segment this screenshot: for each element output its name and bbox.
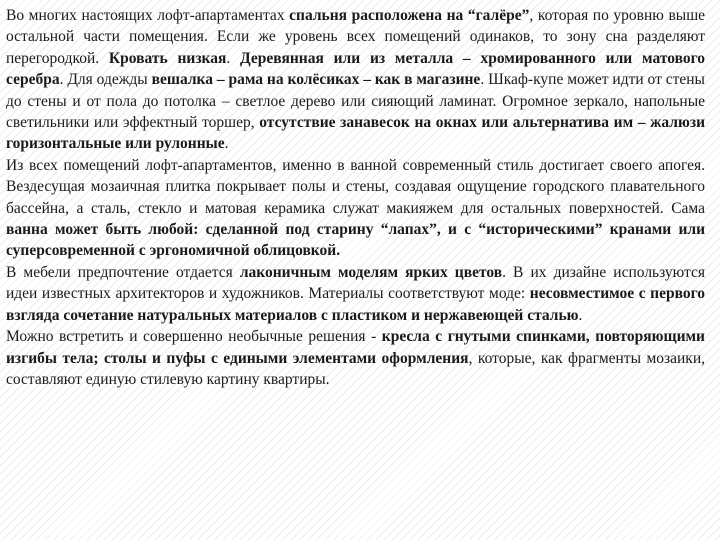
text-segment-bold: отсутствие занавесок на окнах или альтернатива им – жалюзи горизонтальные или рулонные: [6, 114, 705, 153]
text-segment: .: [578, 306, 583, 324]
document-body: [6, 5, 705, 390]
text-segment: , которые, как фрагменты мозаики, составляют единую стилевую картину квартиры.: [6, 349, 705, 388]
text-segment: В мебели предпочтение отдается: [6, 263, 240, 281]
text-segment: . Шкаф-купе может идти от стены до стены и от пола до потолка – светлое дерево или сияющий ламинат. Огромное зеркало, напольные светильники или эффектный торшер,: [6, 71, 705, 132]
paragraph-bedroom: [6, 5, 705, 155]
text-segment: Можно встретить и совершенно необычные решения -: [6, 328, 382, 346]
text-segment: .: [226, 49, 241, 67]
text-segment-bold: вешалка – рама на колёсиках – как в магазине: [151, 71, 481, 89]
text-segment-bold: Кровать низкая: [108, 49, 227, 67]
text-segment-bold: кресла с гнутыми спинками, повторяющими изгибы тела; столы и пуфы с едиными элементами оформления: [6, 328, 705, 367]
text-segment: . В их дизайне используются идеи известных архитекторов и художников. Материалы соответствуют моде:: [6, 263, 706, 303]
text-segment: .: [224, 135, 229, 153]
paragraph-unusual-solutions: [6, 326, 705, 390]
text-segment-bold: ванна может быть любой: сделанной под старину “лапах”, и с “историческими” кранами или суперсовременной с эргономичной облицовкой.: [6, 221, 705, 260]
text-segment: . Для одежды: [59, 71, 152, 89]
paragraph-bathroom: [6, 155, 705, 262]
text-segment-bold: лаконичным моделям ярких цветов: [239, 263, 503, 281]
text-segment: Во многих настоящих лофт-апартаментах: [6, 7, 290, 24]
paragraph-furniture: [6, 262, 705, 326]
text-segment-bold: несовместимое с первого взгляда сочетание натуральных материалов с пластиком и нержавеющей сталью: [6, 285, 705, 324]
text-segment: Из всех помещений лофт-апартаментов, именно в ванной современный стиль достигает своего апогея. Вездесущая мозаичная плитка покрывает полы и стены, создавая ощущение городского плавательного бассейна, а сталь, стекло и матовая керамика служат макияжем для остальных поверхностей. Сама: [6, 156, 705, 217]
text-segment-bold: спальня расположена на “галёре”: [289, 7, 530, 24]
text-segment: , которая по уровню выше остальной части помещения. Если же уровень всех помещений одинаков, то зону сна разделяют перегородкой.: [6, 7, 706, 67]
text-segment-bold: Деревянная или из металла – хромированного или матового серебра: [6, 49, 706, 89]
